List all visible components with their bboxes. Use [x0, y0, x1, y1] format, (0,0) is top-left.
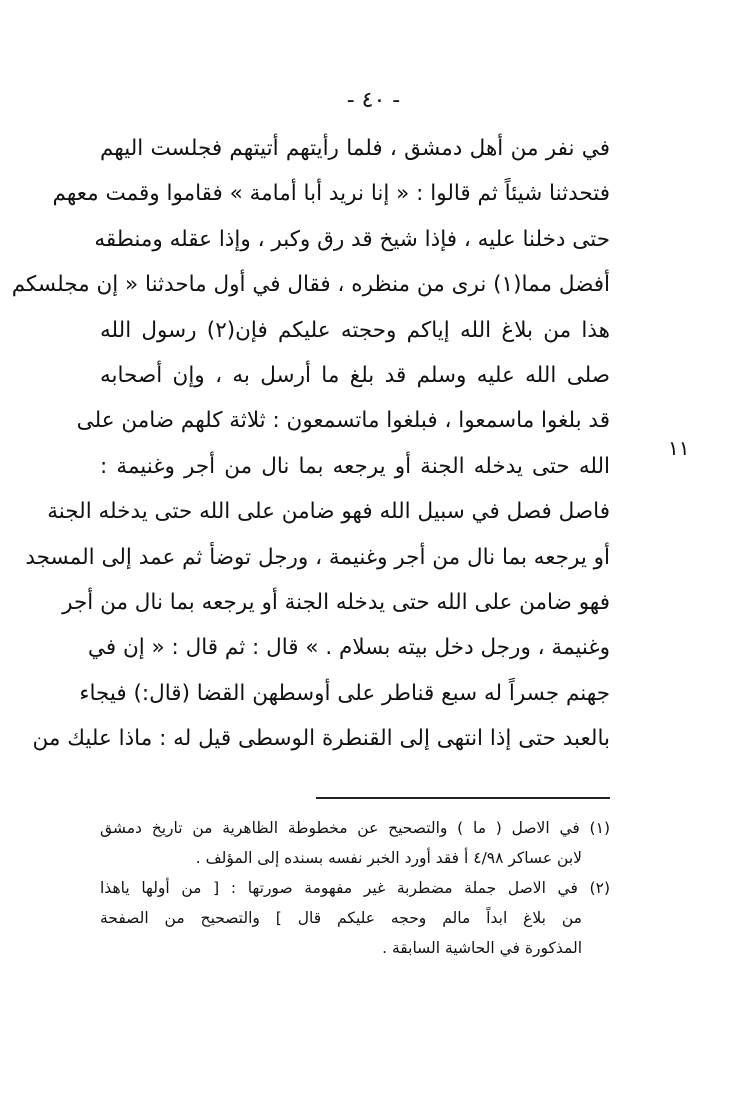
footnote-line: المذكورة في الحاشية السابقة .: [382, 939, 582, 957]
footnote-line: من بلاغ ابداً مالم وحجه عليكم قال ] والتصحيح من الصفحة: [100, 909, 582, 927]
footnote-line: (١) في الاصل ( ما ) والتصحيح عن مخطوطة الظاهرية من تاريخ دمشق: [100, 819, 610, 837]
footnote-line: (٢) في الاصل جملة مضطربة غير مفهومة صورتها : [ من أولها ياهذا: [100, 879, 610, 897]
text-line: فاصل فصل في سبيل الله فهو ضامن على الله حتى يدخله الجنة: [47, 499, 610, 525]
text-line: أفضل مما(١) نرى من منظره ، فقال في أول ماحدثنا « إن مجلسكم: [11, 272, 610, 298]
text-line: أو يرجعه بما نال من أجر وغنيمة ، ورجل توضأ ثم عمد إلى المسجد: [25, 544, 610, 570]
text-line: هذا من بلاغ الله إياكم وحجته عليكم فإن(٢) رسول الله: [100, 317, 610, 343]
text-line: حتى دخلنا عليه ، فإذا شيخ قد رق وكبر ، وإذا عقله ومنطقه: [94, 226, 610, 252]
footnote-line: لابن عساكر ٤/٩٨ أ فقد أورد الخبر نفسه بسنده إلى المؤلف .: [195, 849, 582, 867]
main-text: [11, 126, 610, 761]
text-line: في نفر من أهل دمشق ، فلما رأيتهم أتيتهم فجلست اليهم: [100, 136, 610, 161]
footnotes: [100, 813, 610, 963]
page-number: - ٤٠ -: [346, 88, 401, 113]
text-line: بالعبد حتى إذا انتهى إلى القنطرة الوسطى قيل له : ماذا عليك من: [32, 726, 610, 752]
text-line: وغنيمة ، ورجل دخل بيته بسلام . » قال : ثم قال : « إن في: [87, 635, 610, 661]
text-line: قد بلغوا ماسمعوا ، فبلغوا ماتسمعون : ثلاثة كلهم ضامن على: [76, 408, 610, 434]
text-line: الله حتى يدخله الجنة أو يرجعه بما نال من أجر وغنيمة :: [100, 453, 610, 479]
margin-line-number: ١١: [668, 436, 690, 460]
text-line: جهنم جسراً له سبع قناطر على أوسطهن القضا (قال:) فيجاء: [79, 680, 610, 706]
text-line: فهو ضامن على الله حتى يدخله الجنة أو يرجعه بما نال من أجر: [62, 589, 610, 615]
text-line: فتحدثنا شيئاً ثم قالوا : « إنا نريد أبا أمامة » فقاموا وقمت معهم: [52, 181, 610, 207]
text-line: صلى الله عليه وسلم قد بلغ ما أرسل به ، وإن أصحابه: [100, 362, 610, 388]
footnote-divider: [316, 797, 610, 799]
